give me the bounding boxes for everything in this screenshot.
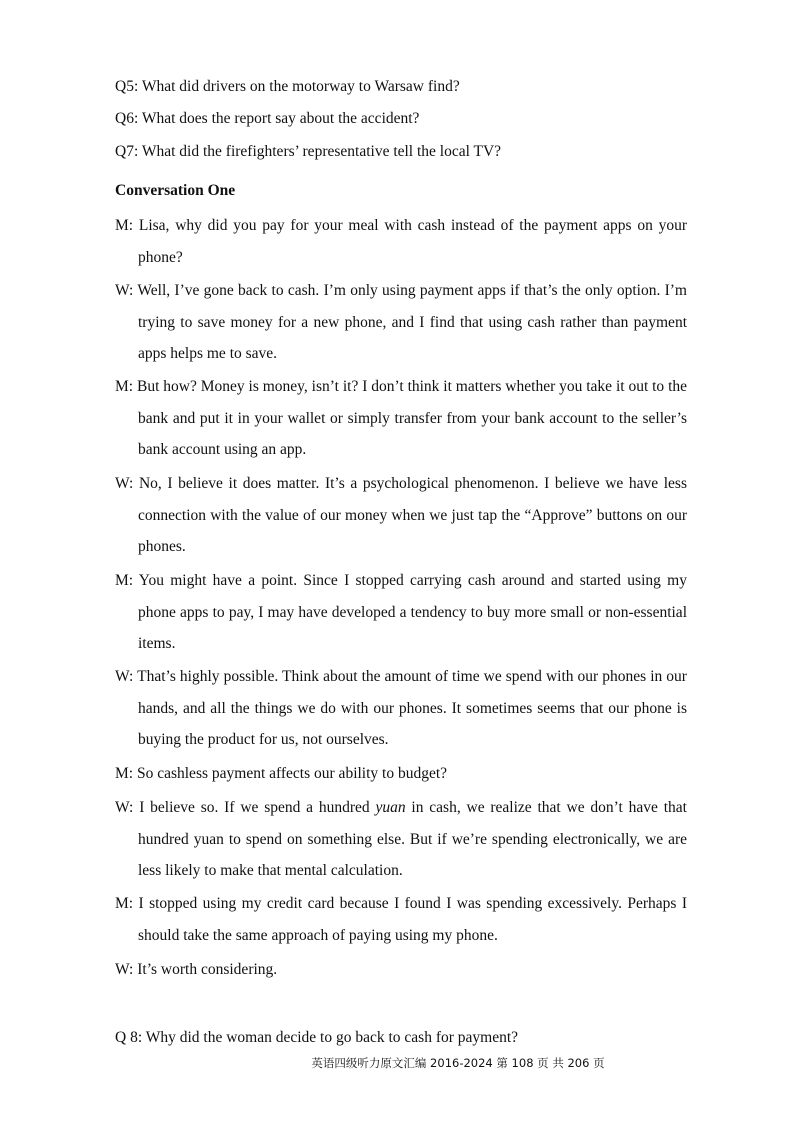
speaker-label: W: xyxy=(115,668,134,685)
dialogue-turn xyxy=(115,565,687,660)
question-q5: Q5: What did drivers on the motorway to Warsaw find? xyxy=(115,78,460,95)
utterance-text-part: in cash, we realize that we don’t have that hundred yuan to spend on something else. But if we’re spending electronically, we are less likely to make that mental calculation. xyxy=(138,799,687,879)
utterance-text: But how? Money is money, isn’t it? I don’t think it matters whether you take it out to the bank and put it in your wallet or simply transfer from your bank account to the seller’s bank account using an app. xyxy=(136,378,688,458)
question-q7: Q7: What did the firefighters’ representative tell the local TV? xyxy=(115,143,502,160)
speaker-label: M: xyxy=(115,378,134,395)
utterance-text: That’s highly possible. Think about the amount of time we spend with our phones in our hands, and all the things we do with our phones. It sometimes seems that our phone is buying the product for us, not ourselves. xyxy=(137,668,687,748)
dialogue-turn xyxy=(115,275,687,370)
speaker-label: M: xyxy=(115,217,134,234)
dialogue-turn xyxy=(115,371,687,466)
utterance-text: You might have a point. Since I stopped carrying cash around and started using my phone apps to pay, I may have developed a tendency to buy more small or non-essential items. xyxy=(138,572,687,652)
utterance-text: Lisa, why did you pay for your meal with cash instead of the payment apps on your phone? xyxy=(138,217,688,266)
dialogue-turn xyxy=(115,758,687,790)
speaker-label: M: xyxy=(115,765,134,782)
question-q8: Q 8: Why did the woman decide to go back to cash for payment? xyxy=(115,1029,519,1046)
footer-text: 英语四级听力原文汇编 2016-2024 第 108 页 共 206 页 xyxy=(311,1056,605,1070)
dialogue-turn xyxy=(115,792,687,887)
speaker-label: W: xyxy=(115,282,134,299)
utterance-text: It’s worth considering. xyxy=(137,961,278,978)
utterance-text: No, I believe it does matter. It’s a psychological phenomenon. I believe we have less connection with the value of our money when we just tap the “Approve” buttons on our phones. xyxy=(138,475,687,555)
page-footer xyxy=(0,1055,800,1071)
speaker-label: W: xyxy=(115,799,134,816)
speaker-label: M: xyxy=(115,572,134,589)
speaker-label: M: xyxy=(115,895,134,912)
section-title: Conversation One xyxy=(115,182,236,199)
dialogue-turn xyxy=(115,954,687,986)
dialogue-turn xyxy=(115,210,687,273)
question-q6: Q6: What does the report say about the accident? xyxy=(115,110,420,127)
speaker-label: W: xyxy=(115,961,134,978)
utterance-text: Well, I’ve gone back to cash. I’m only using payment apps if that’s the only option. I’m trying to save money for a new phone, and I find that using cash rather than payment apps helps me to save. xyxy=(137,282,687,362)
dialogue-turn xyxy=(115,661,687,756)
dialogue-turn xyxy=(115,888,687,951)
utterance-text: I stopped using my credit card because I found I was spending excessively. Perhaps I should take the same approach of paying using my phone. xyxy=(138,895,688,944)
utterance-text: So cashless payment affects our ability to budget? xyxy=(136,765,448,782)
speaker-label: W: xyxy=(115,475,134,492)
dialogue-turn xyxy=(115,468,687,563)
utterance-italic-word: yuan xyxy=(375,799,406,816)
utterance-text-part: I believe so. If we spend a hundred xyxy=(139,799,376,816)
